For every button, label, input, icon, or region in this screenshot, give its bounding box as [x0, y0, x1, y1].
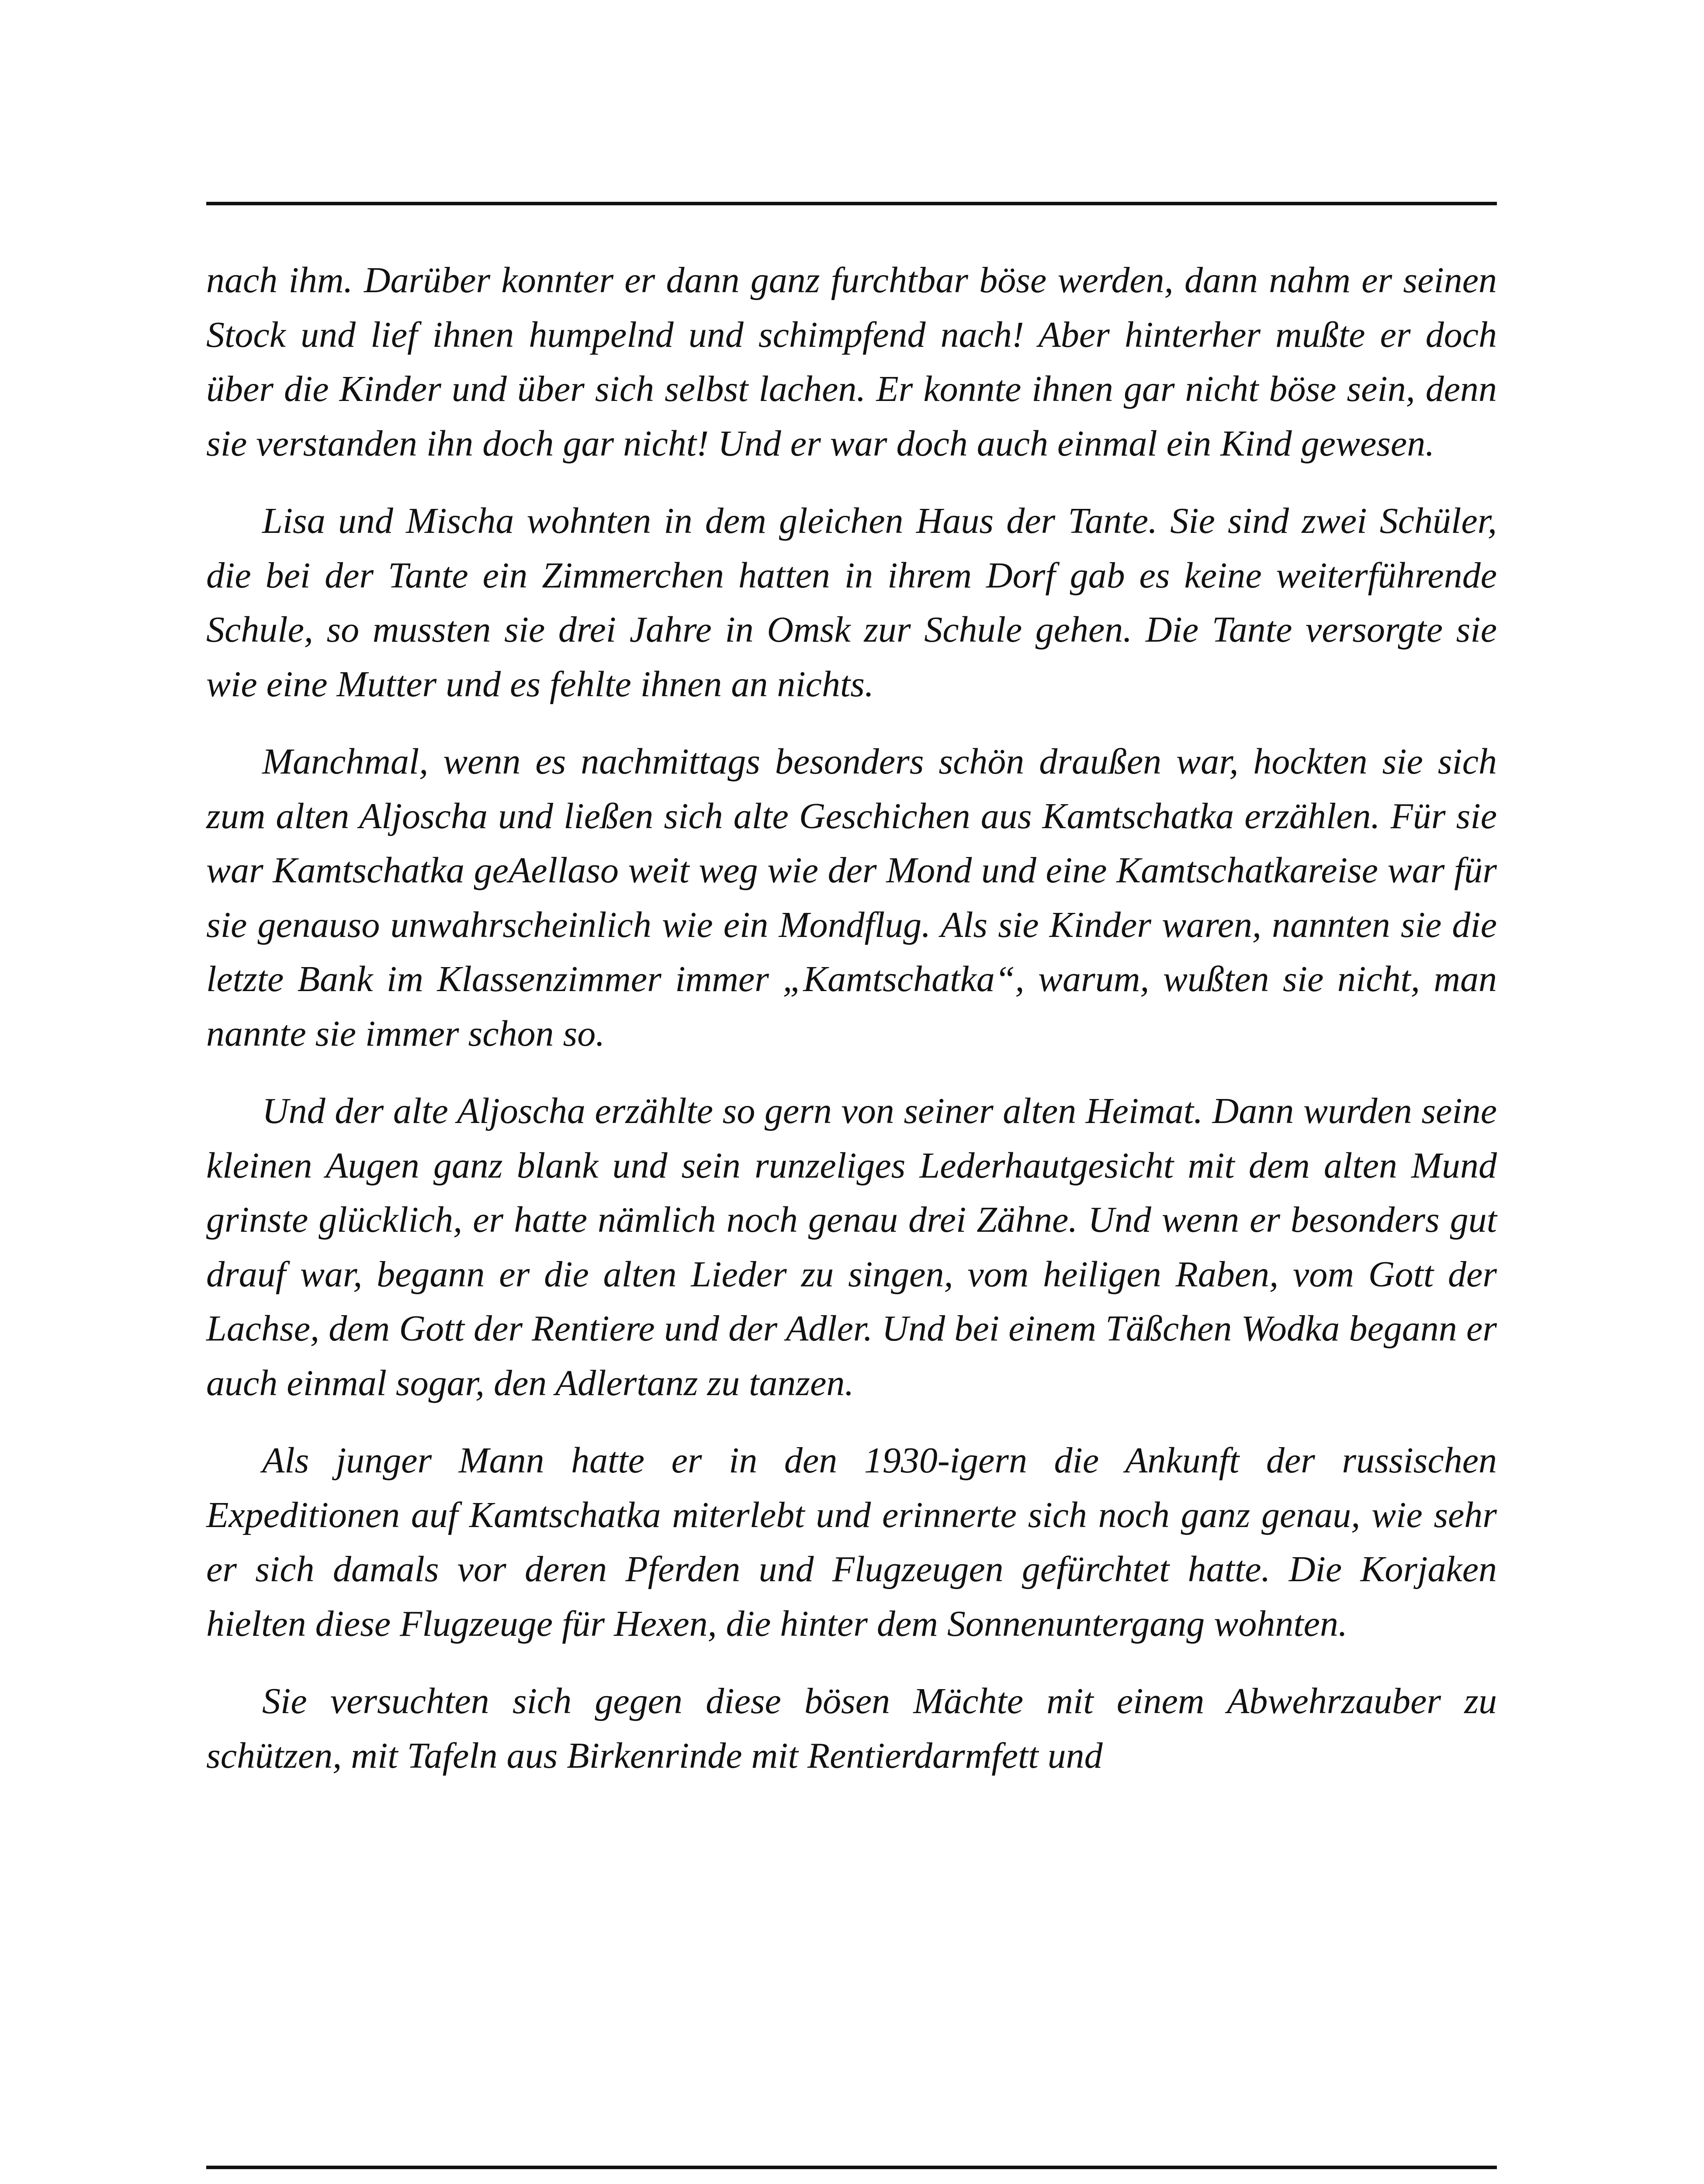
paragraph: Sie versuchten sich gegen diese bösen Mächte mit einem Abwehrzauber zu schützen, mit Tafeln aus Birkenrinde mit Rentierdarmfett und: [206, 1681, 1497, 1776]
paragraph: Und der alte Aljoscha erzählte so gern von seiner alten Heimat. Dann wurden seine kleinen Augen ganz blank und sein runzeliges Lederhautgesicht mit dem alten Mund grinste glücklich, er hatte nämlich noch genau drei Zähne. Und wenn er besonders gut drauf war, begann er die alten Lieder zu singen, vom heiligen Raben, vom Gott der Lachse, dem Gott der Rentiere und der Adler. Und bei einem Täßchen Wodka begann er auch einmal sogar, den Adlertanz zu tanzen.: [206, 1091, 1497, 1403]
paragraph: Als junger Mann hatte er in den 1930-igern die Ankunft der russischen Expeditionen auf Kamtschatka miterlebt und erinnerte sich noch ganz genau, wie sehr er sich damals vor deren Pferden und Flugzeugen gefürchtet hatte. Die Korjaken hielten diese Flugzeuge für Hexen, die hinter dem Sonnenuntergang wohnten.: [206, 1440, 1497, 1644]
paragraph: Manchmal, wenn es nachmittags besonders schön draußen war, hockten sie sich zum alten Aljoscha und ließen sich alte Geschichen aus Kamtschatka erzählen. Für sie war Kamtschatka geAellaso weit weg wie der Mond und eine Kamtschatkareise war für sie genauso unwahrscheinlich wie ein Mondflug. Als sie Kinder waren, nannten sie die letzte Bank im Klassenzimmer immer „Kamtschatka“, warum, wußten sie nicht, man nannte sie immer schon so.: [206, 741, 1497, 1054]
paragraph: Lisa und Mischa wohnten in dem gleichen Haus der Tante. Sie sind zwei Schüler, die bei der Tante ein Zimmerchen hatten in ihrem Dorf gab es keine weiterführende Schule, so mussten sie drei Jahre in Omsk zur Schule gehen. Die Tante versorgte sie wie eine Mutter und es fehlte ihnen an nichts.: [206, 501, 1497, 705]
header-rule: [206, 202, 1497, 205]
paragraph: nach ihm. Darüber konnter er dann ganz furchtbar böse werden, dann nahm er seinen Stock und lief ihnen humpelnd und schimpfend nach! Aber hinterher mußte er doch über die Kinder und über sich selbst lachen. Er konnte ihnen gar nicht böse sein, denn sie verstanden ihn doch gar nicht! Und er war doch auch einmal ein Kind gewesen.: [206, 260, 1497, 464]
footer-rule: [206, 2166, 1497, 2169]
body-text: [206, 253, 1497, 1783]
